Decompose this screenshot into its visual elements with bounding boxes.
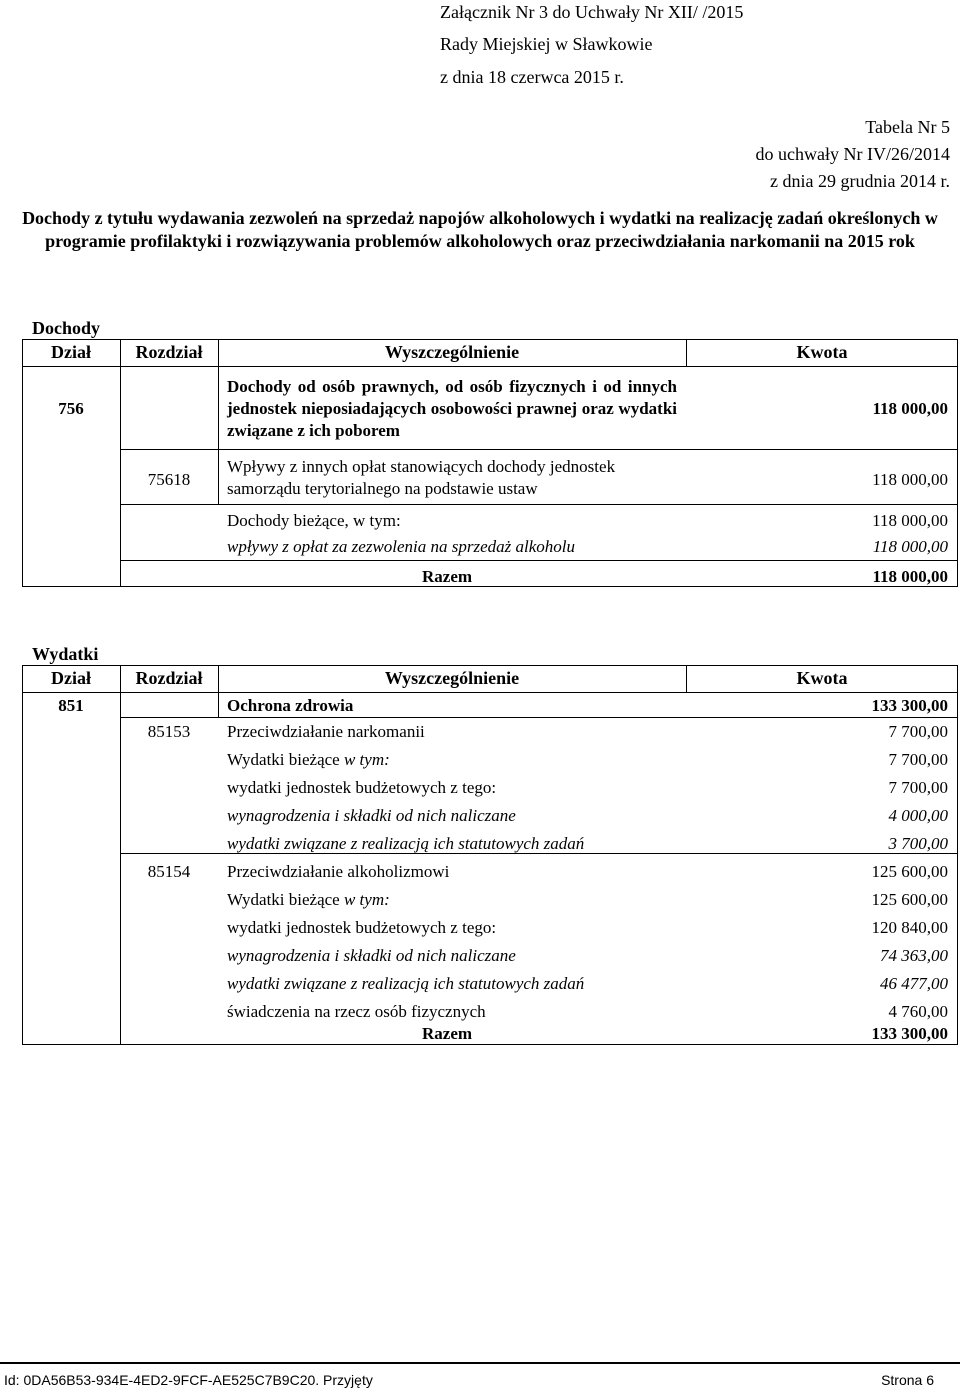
exp-row-amount: 4 760,00 — [888, 1002, 948, 1021]
exp-row-amount: 7 700,00 — [888, 778, 948, 797]
exp-row-description — [227, 861, 449, 882]
exp-dzial-code: 851 — [58, 696, 84, 715]
exp-row-amount: 74 363,00 — [880, 946, 948, 965]
income-current-label: Dochody bieżące, w tym: — [227, 511, 401, 530]
exp-row-rozdzial: 85154 — [147, 862, 191, 881]
exp-row-amount: 125 600,00 — [871, 862, 948, 881]
exp-row-amount: 120 840,00 — [871, 918, 948, 937]
exp-row-text-italic: w tym: — [343, 890, 390, 909]
exp-row-description — [227, 721, 425, 742]
exp-row-text: Przeciwdziałanie alkoholizmowi — [227, 862, 450, 881]
exp-row-text: wydatki jednostek budżetowych z tego: — [227, 918, 497, 937]
exp-row-amount: 7 700,00 — [888, 722, 948, 741]
exp-row-description — [227, 805, 516, 826]
income-total-amount: 118 000,00 — [872, 567, 948, 586]
exp-row-amount: 4 000,00 — [888, 806, 948, 825]
section-dochody: Dochody — [32, 318, 101, 338]
exp-row-text: świadczenia na rzecz osób fizycznych — [227, 1002, 486, 1021]
exp-row-text: Wydatki bieżące — [227, 750, 344, 769]
exp-row-rozdzial: 85153 — [147, 722, 191, 741]
exp-row-text-italic: w tym: — [343, 750, 390, 769]
exp-row-amount: 125 600,00 — [871, 890, 948, 909]
rozdzial-code: 75618 — [147, 470, 191, 489]
exp-dzial-amount: 133 300,00 — [871, 696, 948, 715]
section-wydatki: Wydatki — [32, 644, 99, 664]
exp-row-description — [227, 889, 390, 910]
rozdzial-description: Wpływy z innych opłat stanowiących dochody jednostek samorządu terytorialnego na podstawie ustaw — [227, 457, 616, 498]
header-council: Rady Miejskiej w Sławkowie — [440, 34, 653, 54]
exp-row-text-italic: wydatki związane z realizacją ich statutowych zadań — [227, 974, 585, 993]
exp-col-wyszczegolnienie: Wyszczególnienie — [384, 668, 520, 688]
exp-row-text-italic: wynagrodzenia i składki od nich naliczane — [227, 806, 516, 825]
exp-row-description — [227, 749, 390, 770]
resolution-date: z dnia 29 grudnia 2014 r. — [770, 171, 950, 191]
col-kwota: Kwota — [796, 342, 848, 362]
page-number: Strona 6 — [881, 1372, 934, 1388]
dzial-amount: 118 000,00 — [872, 399, 948, 418]
col-dzial: Dział — [51, 342, 91, 362]
page-footer — [0, 1362, 960, 1390]
header-date: z dnia 18 czerwca 2015 r. — [440, 67, 624, 87]
col-rozdzial: Rozdział — [135, 342, 203, 362]
exp-row-amount: 7 700,00 — [888, 750, 948, 769]
header-attachment: Załącznik Nr 3 do Uchwały Nr XII/ /2015 — [440, 2, 744, 22]
exp-row-description — [227, 777, 496, 798]
rozdzial-amount: 118 000,00 — [872, 470, 948, 489]
exp-col-dzial: Dział — [51, 668, 91, 688]
dzial-code: 756 — [58, 399, 84, 418]
table-number: Tabela Nr 5 — [865, 117, 950, 137]
exp-row-text-italic: wynagrodzenia i składki od nich naliczane — [227, 946, 516, 965]
expense-total-label: Razem — [422, 1024, 473, 1043]
dzial-description: Dochody od osób prawnych, od osób fizycznych i od innych jednostek nieposiadających osobowości prawnej oraz wydatki związane z ich poborem — [227, 377, 677, 440]
exp-row-description — [227, 833, 584, 854]
exp-row-text-italic: wydatki związane z realizacją ich statutowych zadań — [227, 834, 585, 853]
exp-row-text: Wydatki bieżące — [227, 890, 344, 909]
exp-dzial-description: Ochrona zdrowia — [227, 696, 354, 715]
exp-col-rozdzial: Rozdział — [135, 668, 203, 688]
exp-row-amount: 3 700,00 — [888, 834, 948, 853]
exp-col-kwota: Kwota — [796, 668, 848, 688]
income-permits-amount: 118 000,00 — [872, 537, 948, 556]
exp-row-amount: 46 477,00 — [880, 974, 948, 993]
income-permits-label: wpływy z opłat za zezwolenia na sprzedaż alkoholu — [227, 537, 576, 556]
resolution-ref: do uchwały Nr IV/26/2014 — [755, 144, 950, 164]
document-id: Id: 0DA56B53-934E-4ED2-9FCF-AE525C7B9C20. Przyjęty — [4, 1372, 373, 1388]
exp-row-description — [227, 1001, 486, 1022]
exp-row-description — [227, 945, 516, 966]
expense-total-amount: 133 300,00 — [871, 1024, 948, 1043]
income-total-label: Razem — [422, 567, 473, 586]
exp-row-text: Przeciwdziałanie narkomanii — [227, 722, 425, 741]
income-current-amount: 118 000,00 — [872, 511, 948, 530]
document-title: Dochody z tytułu wydawania zezwoleń na sprzedaż napojów alkoholowych i wydatki na realizację zadań określonych w programie profilaktyki i rozwiązywania problemów alkoholowych oraz przeciwdziałania narkomanii na 2015 rok — [22, 208, 938, 251]
exp-row-description — [227, 973, 584, 994]
exp-row-text: wydatki jednostek budżetowych z tego: — [227, 778, 497, 797]
exp-row-description — [227, 917, 496, 938]
col-wyszczegolnienie: Wyszczególnienie — [384, 342, 520, 362]
